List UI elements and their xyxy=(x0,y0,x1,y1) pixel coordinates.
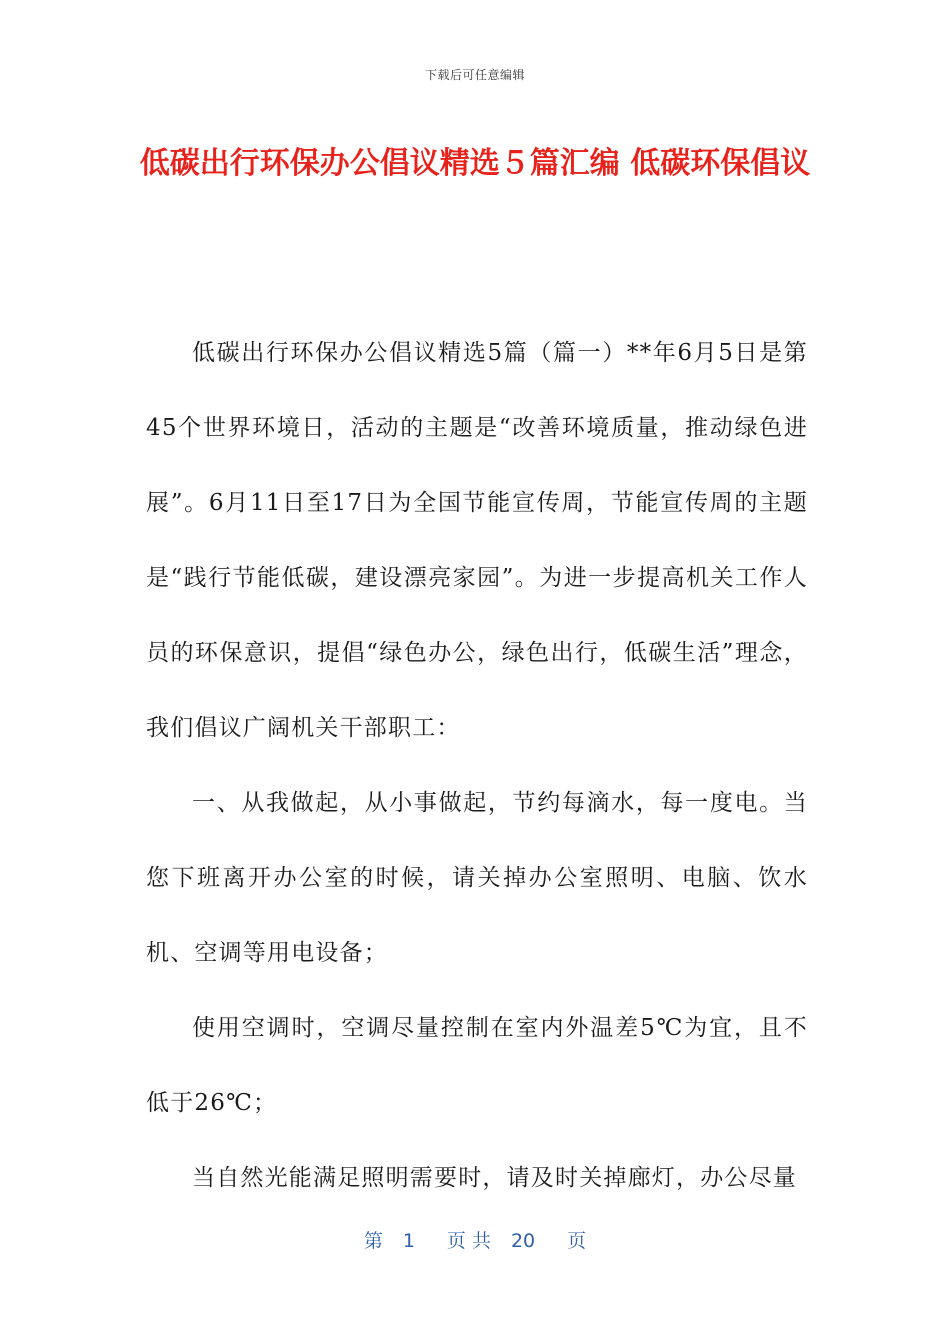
footer-page-label: 第 xyxy=(363,1230,383,1252)
paragraph-item-one: 一、从我做起，从小事做起，节约每滴水，每一度电。当您下班离开办公室的时候，请关掉办公室照明、电脑、饮水机、空调等用电设备； xyxy=(146,790,808,966)
document-title: 低碳出行环保办公倡议精选５篇汇编 低碳环保倡议 xyxy=(139,146,811,181)
paragraph-lighting: 当自然光能满足照明需要时，请及时关掉廊灯，办公尽量 xyxy=(192,1165,797,1191)
paragraph-air-conditioning: 使用空调时，空调尽量控制在室内外温差5℃为宜，且不低于26℃； xyxy=(146,1015,808,1116)
header-note: 下载后可任意编辑 xyxy=(424,68,525,82)
footer-total-pages: 20 xyxy=(510,1230,536,1252)
footer-page-suffix: 页 xyxy=(567,1230,587,1252)
paragraph-intro: 低碳出行环保办公倡议精选5篇（篇一）**年6月5日是第45个世界环境日，活动的主题是“改善环境质量，推动绿色进展”。6月11日至17日为全国节能宣传周，节能宣传周的主题是“践行节能低碳，建设漂亮家园”。为进一步提高机关工作人员的环保意识，提倡“绿色办公，绿色出行，低碳生活”理念，我们倡议广阔机关干部职工： xyxy=(146,340,808,741)
document-body xyxy=(146,316,808,1216)
page-footer xyxy=(0,1226,950,1253)
footer-current-page: 1 xyxy=(402,1230,415,1252)
footer-total-label: 页 共 xyxy=(446,1230,491,1252)
